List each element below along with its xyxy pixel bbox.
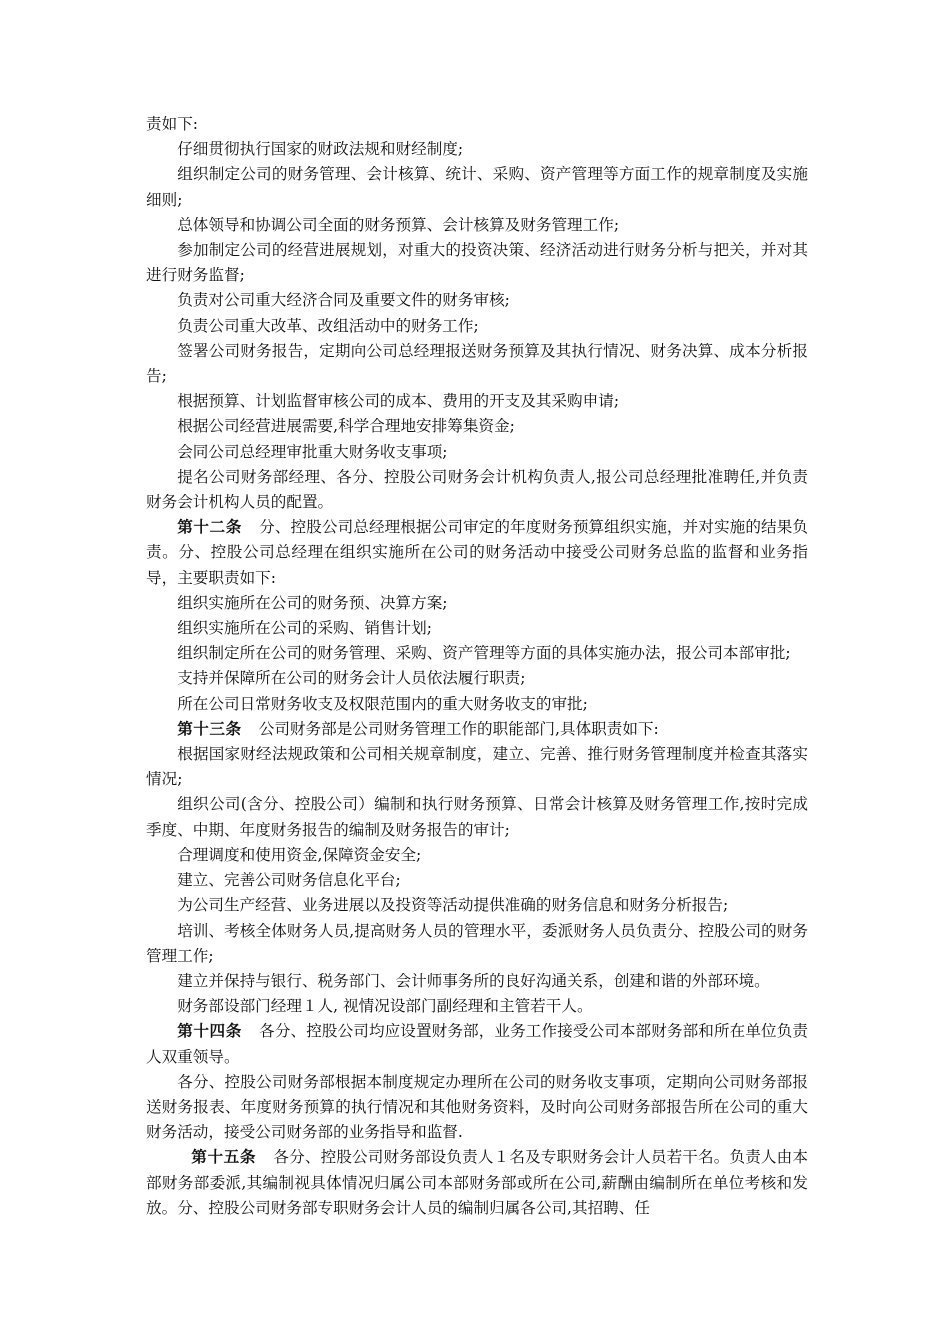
paragraph-text: 总体领导和协调公司全面的财务预算、会计核算及财务管理工作;	[177, 215, 620, 234]
paragraph-text: 提名公司财务部经理、各分、控股公司财务会计机构负责人,报公司总经理批准聘任,并负责财务会计机构人员的配置。	[146, 467, 808, 512]
paragraph	[146, 440, 808, 465]
paragraph-text: 仔细贯彻执行国家的财政法规和财经制度;	[177, 140, 464, 159]
paragraph	[146, 666, 808, 691]
paragraph-text: 根据公司经营进展需要,科学合理地安排筹集资金;	[177, 417, 515, 436]
paragraph-text: 组织制定所在公司的财务管理、采购、资产管理等方面的具体实施办法，报公司本部审批;	[177, 644, 791, 663]
paragraph-text: 为公司生产经营、业务进展以及投资等活动提供准确的财务信息和财务分析报告;	[177, 896, 729, 915]
paragraph	[146, 339, 808, 389]
paragraph	[146, 868, 808, 893]
paragraph-text: 财务部设部门经理１人, 视情况设部门副经理和主管若干人。	[177, 997, 593, 1016]
paragraph	[146, 1070, 808, 1146]
paragraph-text: 会同公司总经理审批重大财务收支事项;	[177, 442, 448, 461]
article-paragraph	[146, 1019, 808, 1069]
article-paragraph	[146, 717, 808, 742]
paragraph	[146, 213, 808, 238]
paragraph-text: 参加制定公司的经营进展规划，对重大的投资决策、经济活动进行财务分析与把关，并对其进行财务监督;	[146, 241, 808, 285]
paragraph-text: 组织公司(含分、控股公司）编制和执行财务预算、日常会计核算及财务管理工作,按时完成季度、中期、年度财务报告的编制及财务报告的审计;	[146, 795, 808, 839]
paragraph-text: 支持并保障所在公司的财务会计人员依法履行职责;	[177, 669, 526, 688]
paragraph	[146, 792, 808, 842]
paragraph	[146, 314, 808, 339]
article-number: 第十四条	[177, 1022, 242, 1041]
paragraph	[146, 969, 808, 994]
paragraph-text: 负责公司重大改革、改组活动中的财务工作;	[177, 316, 479, 335]
paragraph	[146, 843, 808, 868]
paragraph-text: 组织实施所在公司的采购、销售计划;	[177, 619, 432, 638]
paragraph	[146, 616, 808, 641]
paragraph-text: 各分、控股公司财务部根据本制度规定办理所在公司的财务收支事项，定期向公司财务部报送财务报表、年度财务预算的执行情况和其他财务资料，及时向公司财务部报告所在公司的重大财务活动，接受公司财务部的业务指导和监督.	[146, 1072, 808, 1142]
paragraph	[146, 692, 808, 717]
paragraph-text: 签署公司财务报告，定期向公司总经理报送财务预算及其执行情况、财务决算、成本分析报告;	[146, 341, 808, 386]
article-paragraph	[146, 515, 808, 591]
article-paragraph	[146, 1145, 808, 1221]
paragraph-text: 公司财务部是公司财务管理工作的职能部门,具体职责如下:	[258, 719, 659, 738]
paragraph	[146, 389, 808, 414]
paragraph	[146, 162, 808, 212]
paragraph	[146, 414, 808, 439]
paragraph	[146, 994, 808, 1019]
paragraph-text: 组织制定公司的财务管理、会计核算、统计、采购、资产管理等方面工作的规章制度及实施细则;	[146, 165, 808, 209]
paragraph-text: 各分、控股公司均应设置财务部，业务工作接受公司本部财务部和所在单位负责人双重领导。	[146, 1022, 808, 1066]
article-number: 第十二条	[177, 518, 242, 537]
article-number: 第十五条	[191, 1148, 257, 1167]
paragraph-text: 建立并保持与银行、税务部门、会计师事务所的良好沟通关系，创建和谐的外部环境。	[177, 971, 770, 990]
article-number: 第十三条	[177, 719, 242, 738]
paragraph-text: 合理调度和使用资金,保障资金安全;	[177, 845, 422, 864]
paragraph	[146, 112, 808, 137]
paragraph-text: 分、控股公司总经理根据公司审定的年度财务预算组织实施，并对实施的结果负责。分、控股公司总经理在组织实施所在公司的财务活动中接受公司财务总监的监督和业务指导，主要职责如下:	[146, 518, 808, 587]
paragraph	[146, 238, 808, 288]
paragraph-text: 负责对公司重大经济合同及重要文件的财务审核;	[177, 291, 510, 310]
paragraph-text: 所在公司日常财务收支及权限范围内的重大财务收支的审批;	[177, 694, 588, 713]
paragraph-text: 各分、控股公司财务部设负责人１名及专职财务会计人员若干名。负责人由本部财务部委派,其编制视具体情况归属公司本部财务部或所在公司,薪酬由编制所在单位考核和发放。分、控股公司财务部专职财务会计人员的编制归属各公司,其招聘、任	[146, 1148, 808, 1217]
paragraph	[146, 465, 808, 515]
paragraph	[146, 137, 808, 162]
paragraph-text: 建立、完善公司财务信息化平台;	[177, 871, 401, 890]
paragraph-text: 根据国家财经法规政策和公司相关规章制度，建立、完善、推行财务管理制度并检查其落实情况;	[146, 745, 808, 789]
paragraph	[146, 591, 808, 616]
paragraph-text: 责如下:	[146, 115, 199, 133]
paragraph	[146, 641, 808, 666]
paragraph	[146, 288, 808, 313]
paragraph	[146, 742, 808, 792]
paragraph-text: 培训、考核全体财务人员,提高财务人员的管理水平，委派财务人员负责分、控股公司的财务管理工作;	[146, 921, 808, 965]
paragraph-text: 根据预算、计划监督审核公司的成本、费用的开支及其采购申请;	[177, 392, 620, 411]
paragraph	[146, 893, 808, 918]
paragraph	[146, 919, 808, 969]
document-body	[146, 112, 808, 1221]
paragraph-text: 组织实施所在公司的财务预、决算方案;	[177, 593, 448, 612]
